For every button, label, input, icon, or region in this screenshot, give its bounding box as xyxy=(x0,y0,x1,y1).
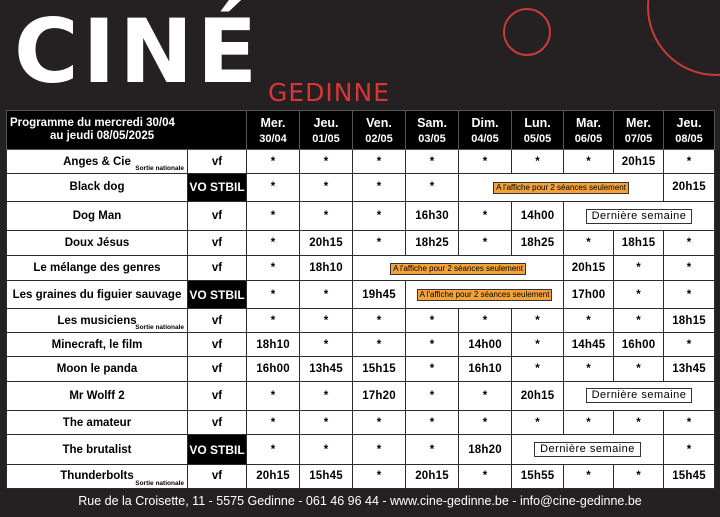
no-screening-cell: * xyxy=(614,281,664,309)
no-screening-cell: * xyxy=(664,281,715,309)
version-cell: vf xyxy=(188,309,247,333)
no-screening-cell: * xyxy=(353,174,406,202)
version-cell: vf xyxy=(188,357,247,381)
day-name: Sam. xyxy=(417,115,447,130)
table-row xyxy=(7,464,715,488)
showtime-cell: 18h25 xyxy=(512,231,564,255)
no-screening-cell: * xyxy=(353,150,406,174)
no-screening-cell: * xyxy=(564,231,614,255)
film-title: Thunderbolts xyxy=(60,470,134,483)
last-week-cell xyxy=(564,201,715,231)
showtime-cell: 16h00 xyxy=(247,357,300,381)
showtime-cell: 20h15 xyxy=(614,150,664,174)
two-screenings-banner: A l'affiche pour 2 séances seulement xyxy=(493,182,629,194)
film-title: Black dog xyxy=(69,181,125,194)
film-title: Moon le panda xyxy=(56,362,138,375)
showtime-cell: 14h00 xyxy=(512,201,564,231)
program-title-line-1: Programme du mercredi 30/04 xyxy=(10,117,175,129)
decorative-circle-small xyxy=(503,8,551,56)
no-screening-cell: * xyxy=(459,201,512,231)
day-header xyxy=(664,111,715,150)
showtime-cell: 20h15 xyxy=(512,381,564,411)
no-screening-cell: * xyxy=(406,357,459,381)
no-screening-cell: * xyxy=(614,411,664,435)
day-date: 30/04 xyxy=(259,132,287,145)
day-header xyxy=(300,111,353,150)
showtime-cell: 18h15 xyxy=(614,231,664,255)
no-screening-cell: * xyxy=(459,411,512,435)
film-title-cell xyxy=(7,174,188,202)
table-row xyxy=(7,231,715,255)
no-screening-cell: * xyxy=(512,411,564,435)
version-cell: vf xyxy=(188,464,247,488)
day-header xyxy=(564,111,614,150)
no-screening-cell: * xyxy=(406,150,459,174)
no-screening-cell: * xyxy=(512,309,564,333)
showtime-cell: 13h45 xyxy=(300,357,353,381)
table-row xyxy=(7,174,715,202)
film-title: Mr Wolff 2 xyxy=(69,389,125,402)
no-screening-cell: * xyxy=(247,231,300,255)
no-screening-cell: * xyxy=(353,309,406,333)
no-screening-cell: * xyxy=(664,435,715,465)
table-row xyxy=(7,150,715,174)
film-title: Le mélange des genres xyxy=(33,262,161,275)
showtime-cell: 20h15 xyxy=(300,231,353,255)
no-screening-cell: * xyxy=(564,309,614,333)
no-screening-cell: * xyxy=(300,435,353,465)
showtime-cell: 18h20 xyxy=(459,435,512,465)
day-name: Lun. xyxy=(524,115,551,130)
no-screening-cell: * xyxy=(564,411,614,435)
table-row xyxy=(7,255,715,281)
film-title: Dog Man xyxy=(72,210,122,223)
day-header xyxy=(406,111,459,150)
special-notice-cell xyxy=(459,174,664,202)
day-header xyxy=(512,111,564,150)
day-name: Mar. xyxy=(576,115,602,130)
version-cell: vf xyxy=(188,201,247,231)
showtime-cell: 14h00 xyxy=(459,333,512,357)
showtime-cell: 15h45 xyxy=(300,464,353,488)
film-title: Minecraft, le film xyxy=(51,338,143,351)
header-row xyxy=(7,111,715,150)
footer-contact: Rue de la Croisette, 11 - 5575 Gedinne - 061 46 96 44 - www.cine-gedinne.be - info@cine-gedinne.be xyxy=(78,494,642,508)
showtime-cell: 18h10 xyxy=(247,333,300,357)
showtime-cell: 20h15 xyxy=(406,464,459,488)
last-week-label: Dernière semaine xyxy=(586,209,693,224)
no-screening-cell: * xyxy=(512,333,564,357)
film-title-cell xyxy=(7,309,188,333)
showtime-cell: 20h15 xyxy=(564,255,614,281)
no-screening-cell: * xyxy=(614,255,664,281)
no-screening-cell: * xyxy=(353,464,406,488)
version-cell: vf xyxy=(188,411,247,435)
showtime-cell: 16h10 xyxy=(459,357,512,381)
no-screening-cell: * xyxy=(459,150,512,174)
day-header xyxy=(614,111,664,150)
no-screening-cell: * xyxy=(664,255,715,281)
no-screening-cell: * xyxy=(247,381,300,411)
day-name: Jeu. xyxy=(313,115,339,130)
day-name: Jeu. xyxy=(676,115,702,130)
showtime-cell: 17h00 xyxy=(564,281,614,309)
no-screening-cell: * xyxy=(406,381,459,411)
program-title-line-2: au jeudi 08/05/2025 xyxy=(50,130,155,142)
table-row xyxy=(7,381,715,411)
day-date: 07/05 xyxy=(624,132,653,145)
schedule-table xyxy=(6,110,715,489)
no-screening-cell: * xyxy=(353,231,406,255)
no-screening-cell: * xyxy=(300,201,353,231)
version-cell: VO STBIL xyxy=(188,281,247,309)
release-note: Sortie nationale xyxy=(135,324,184,332)
day-date: 08/05 xyxy=(675,132,703,145)
version-cell: vf xyxy=(188,150,247,174)
film-title-cell xyxy=(7,201,188,231)
two-screenings-banner: A l'affiche pour 2 séances seulement xyxy=(417,289,553,301)
no-screening-cell: * xyxy=(564,357,614,381)
no-screening-cell: * xyxy=(300,411,353,435)
film-title-cell xyxy=(7,150,188,174)
film-title: Les graines du figuier sauvage xyxy=(12,288,182,301)
logo-gedinne: GEDINNE xyxy=(268,78,390,107)
showtime-cell: 19h45 xyxy=(353,281,406,309)
film-title-cell xyxy=(7,255,188,281)
version-cell: VO STBIL xyxy=(188,174,247,202)
no-screening-cell: * xyxy=(614,309,664,333)
showtime-cell: 17h20 xyxy=(353,381,406,411)
showtime-cell: 15h55 xyxy=(512,464,564,488)
program-title xyxy=(7,111,247,150)
film-title: Les musiciens xyxy=(57,314,137,327)
no-screening-cell: * xyxy=(247,281,300,309)
film-title-cell xyxy=(7,281,188,309)
no-screening-cell: * xyxy=(564,150,614,174)
no-screening-cell: * xyxy=(300,174,353,202)
no-screening-cell: * xyxy=(459,309,512,333)
no-screening-cell: * xyxy=(406,309,459,333)
no-screening-cell: * xyxy=(300,333,353,357)
version-cell: vf xyxy=(188,333,247,357)
no-screening-cell: * xyxy=(406,411,459,435)
last-week-cell xyxy=(564,381,715,411)
last-week-cell xyxy=(512,435,664,465)
showtime-cell: 16h30 xyxy=(406,201,459,231)
no-screening-cell: * xyxy=(664,150,715,174)
day-name: Mer. xyxy=(260,115,286,130)
no-screening-cell: * xyxy=(353,333,406,357)
version-cell: vf xyxy=(188,231,247,255)
no-screening-cell: * xyxy=(300,281,353,309)
no-screening-cell: * xyxy=(664,333,715,357)
no-screening-cell: * xyxy=(300,309,353,333)
showtime-cell: 13h45 xyxy=(664,357,715,381)
showtime-cell: 18h25 xyxy=(406,231,459,255)
no-screening-cell: * xyxy=(353,411,406,435)
day-header xyxy=(353,111,406,150)
day-name: Mer. xyxy=(626,115,652,130)
no-screening-cell: * xyxy=(247,435,300,465)
two-screenings-banner: A l'affiche pour 2 séances seulement xyxy=(390,263,526,275)
film-title: The brutalist xyxy=(62,443,132,456)
showtime-cell: 18h15 xyxy=(664,309,715,333)
showtime-cell: 18h10 xyxy=(300,255,353,281)
logo-cine: CINÉ xyxy=(14,0,262,103)
last-week-label: Dernière semaine xyxy=(586,388,693,403)
table-row xyxy=(7,357,715,381)
day-date: 05/05 xyxy=(523,132,552,145)
film-title-cell xyxy=(7,435,188,465)
no-screening-cell: * xyxy=(564,464,614,488)
no-screening-cell: * xyxy=(247,174,300,202)
no-screening-cell: * xyxy=(300,150,353,174)
film-title: Doux Jésus xyxy=(64,237,130,250)
showtime-cell: 15h45 xyxy=(664,464,715,488)
no-screening-cell: * xyxy=(459,231,512,255)
showtime-cell: 14h45 xyxy=(564,333,614,357)
day-date: 04/05 xyxy=(471,132,499,145)
showtime-cell: 15h15 xyxy=(353,357,406,381)
no-screening-cell: * xyxy=(247,150,300,174)
showtime-cell: 16h00 xyxy=(614,333,664,357)
day-header xyxy=(247,111,300,150)
version-cell: VO STBIL xyxy=(188,435,247,465)
special-notice-cell xyxy=(406,281,564,309)
film-title-cell xyxy=(7,411,188,435)
film-title-cell xyxy=(7,357,188,381)
no-screening-cell: * xyxy=(247,255,300,281)
film-rows xyxy=(7,150,715,489)
no-screening-cell: * xyxy=(406,174,459,202)
table-row xyxy=(7,201,715,231)
last-week-label: Dernière semaine xyxy=(534,442,641,457)
no-screening-cell: * xyxy=(664,411,715,435)
table-row xyxy=(7,435,715,465)
table-row xyxy=(7,411,715,435)
version-cell: vf xyxy=(188,255,247,281)
no-screening-cell: * xyxy=(247,309,300,333)
no-screening-cell: * xyxy=(614,357,664,381)
table-row xyxy=(7,281,715,309)
film-title-cell xyxy=(7,381,188,411)
film-title: The amateur xyxy=(62,416,132,429)
no-screening-cell: * xyxy=(512,150,564,174)
no-screening-cell: * xyxy=(459,464,512,488)
no-screening-cell: * xyxy=(512,357,564,381)
release-note: Sortie nationale xyxy=(135,165,184,173)
film-title-cell xyxy=(7,464,188,488)
day-date: 02/05 xyxy=(365,132,393,145)
no-screening-cell: * xyxy=(406,435,459,465)
version-cell: vf xyxy=(188,381,247,411)
table-row xyxy=(7,309,715,333)
day-date: 06/05 xyxy=(574,132,603,145)
day-name: Ven. xyxy=(366,115,392,130)
decorative-circle-large xyxy=(647,0,720,76)
day-name: Dim. xyxy=(471,115,499,130)
no-screening-cell: * xyxy=(353,201,406,231)
no-screening-cell: * xyxy=(300,381,353,411)
no-screening-cell: * xyxy=(353,435,406,465)
no-screening-cell: * xyxy=(247,411,300,435)
day-header xyxy=(459,111,512,150)
no-screening-cell: * xyxy=(247,201,300,231)
no-screening-cell: * xyxy=(406,333,459,357)
showtime-cell: 20h15 xyxy=(664,174,715,202)
film-title: Anges & Cie xyxy=(63,155,131,168)
film-title-cell xyxy=(7,231,188,255)
day-date: 01/05 xyxy=(312,132,340,145)
showtime-cell: 20h15 xyxy=(247,464,300,488)
no-screening-cell: * xyxy=(664,231,715,255)
table-row xyxy=(7,333,715,357)
release-note: Sortie nationale xyxy=(135,480,184,487)
film-title-cell xyxy=(7,333,188,357)
special-notice-cell xyxy=(353,255,564,281)
no-screening-cell: * xyxy=(459,381,512,411)
day-date: 03/05 xyxy=(418,132,446,145)
no-screening-cell: * xyxy=(614,464,664,488)
